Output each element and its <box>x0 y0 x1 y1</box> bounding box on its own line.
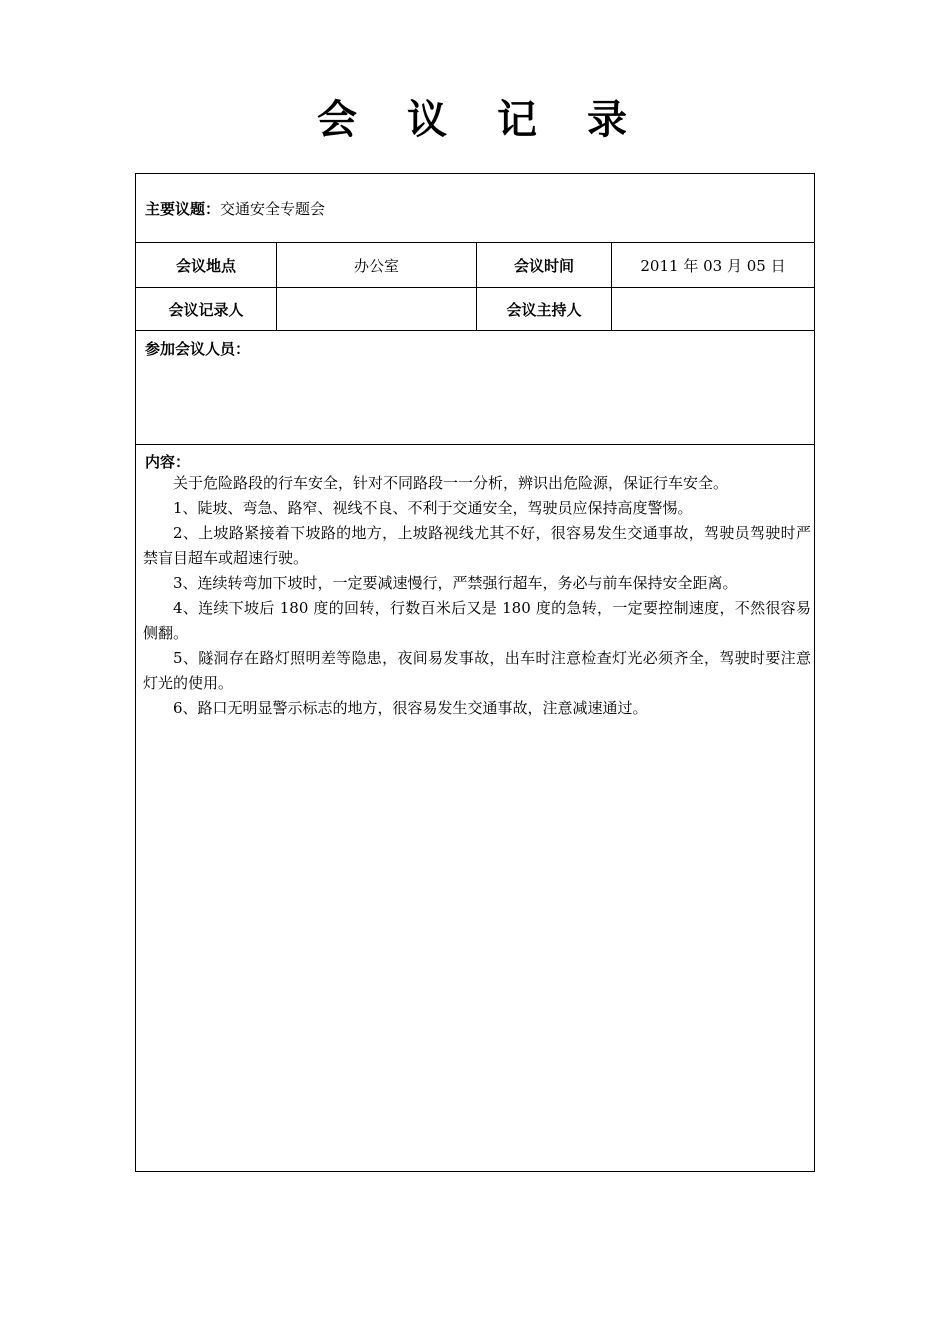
host-value <box>611 288 814 330</box>
location-time-row <box>136 243 814 288</box>
title-char: 记 <box>497 97 543 143</box>
content-paragraph: 2、上坡路紧接着下坡路的地方，上坡路视线尤其不好，很容易发生交通事故，驾驶员驾驶时严禁盲目超车或超速行驶。 <box>143 524 811 567</box>
topic-cell <box>136 174 814 242</box>
page-title <box>0 88 950 145</box>
content-label: 内容： <box>145 453 191 471</box>
meeting-record-form <box>135 173 815 1172</box>
topic-row <box>136 174 814 243</box>
title-char: 议 <box>407 97 453 143</box>
topic-value: 交通安全专题会 <box>220 199 326 218</box>
content-section <box>136 445 814 1171</box>
attendees-label: 参加会议人员： <box>145 340 251 358</box>
location-value: 办公室 <box>276 243 476 287</box>
content-paragraph: 3、连续转弯加下坡时，一定要减速慢行，严禁强行超车，务必与前车保持安全距离。 <box>173 574 738 592</box>
recorder-label: 会议记录人 <box>168 300 244 319</box>
title-char: 录 <box>587 97 633 143</box>
content-paragraph: 4、连续下坡后 180 度的回转，行数百米后又是 180 度的急转，一定要控制速度，不然很容易侧翻。 <box>143 599 811 642</box>
time-value: 2011 年 03 月 05 日 <box>611 243 814 287</box>
content-paragraph: 关于危险路段的行车安全，针对不同路段一一分析，辨识出危险源，保证行车安全。 <box>173 474 729 492</box>
time-label: 会议时间 <box>476 243 611 287</box>
host-label: 会议主持人 <box>476 288 611 330</box>
recorder-value <box>276 288 476 330</box>
content-paragraph: 1、陡坡、弯急、路窄、视线不良、不利于交通安全，驾驶员应保持高度警惕。 <box>173 499 693 517</box>
recorder-host-row <box>136 288 814 331</box>
topic-label: 主要议题： <box>145 199 221 218</box>
location-label: 会议地点 <box>175 256 236 275</box>
content-paragraph: 6、路口无明显警示标志的地方，很容易发生交通事故，注意减速通过。 <box>173 699 648 717</box>
content-paragraph: 5、隧洞存在路灯照明差等隐患，夜间易发事故，出车时注意检查灯光必须齐全，驾驶时要注意灯光的使用。 <box>143 649 811 692</box>
title-char: 会 <box>317 97 363 143</box>
content-body <box>143 471 811 721</box>
attendees-row <box>136 331 814 445</box>
